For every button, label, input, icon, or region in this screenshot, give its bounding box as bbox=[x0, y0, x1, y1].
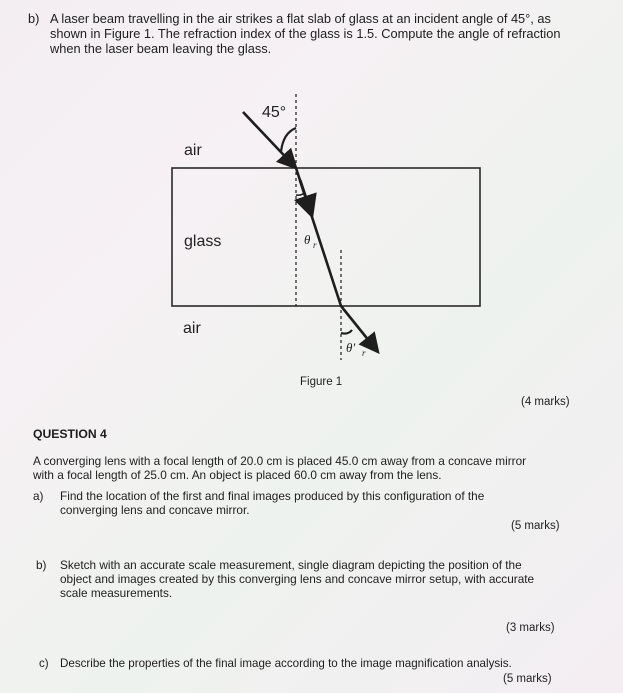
part-a-line-2: converging lens and concave mirror. bbox=[60, 503, 250, 517]
part-b-marks: (4 marks) bbox=[521, 396, 570, 408]
part-b-label: b) bbox=[28, 11, 40, 26]
part-a-marks: (5 marks) bbox=[511, 520, 560, 532]
theta-r-prime-subscript: r bbox=[362, 348, 366, 358]
part-b2-line-3: scale measurements. bbox=[60, 586, 173, 600]
glass-label: glass bbox=[184, 233, 222, 250]
theta-r-prime-label: θ' bbox=[346, 340, 356, 355]
part-c-marks: (5 marks) bbox=[503, 673, 552, 685]
part-a-line-1: Find the location of the first and final images produced by this configuration of the bbox=[60, 489, 485, 503]
question-4-intro-line-2: with a focal length of 25.0 cm. An object is placed 60.0 cm away from the lens. bbox=[33, 468, 442, 482]
part-b-line-2: shown in Figure 1. The refraction index of the glass is 1.5. Compute the angle of refraction bbox=[50, 26, 561, 41]
angle-45-label: 45° bbox=[262, 104, 287, 121]
part-c-line-1: Describe the properties of the final image according to the image magnification analysis. bbox=[60, 657, 512, 670]
incident-angle-arc bbox=[281, 128, 296, 152]
question-4-heading: QUESTION 4 bbox=[33, 427, 107, 441]
part-b2-label: b) bbox=[36, 558, 47, 572]
theta-r-subscript: r bbox=[313, 240, 317, 250]
theta-r-label: θ bbox=[304, 232, 311, 247]
figure-caption: Figure 1 bbox=[300, 376, 343, 388]
part-a-label: a) bbox=[33, 489, 44, 503]
question-4-intro-line-1: A converging lens with a focal length of 20.0 cm is placed 45.0 cm away from a concave mirror bbox=[33, 454, 527, 468]
part-c-label: c) bbox=[39, 657, 49, 670]
air-top-label: air bbox=[184, 142, 202, 159]
part-b2-line-2: object and images created by this converging lens and concave mirror setup, with accurate bbox=[60, 572, 535, 586]
part-b2-marks: (3 marks) bbox=[506, 622, 555, 634]
part-b-line-3: when the laser beam leaving the glass. bbox=[50, 41, 272, 56]
emergent-angle-arc bbox=[341, 330, 352, 334]
air-bottom-label: air bbox=[183, 320, 201, 337]
part-b2-line-1: Sketch with an accurate scale measurement, single diagram depicting the position of the bbox=[60, 558, 522, 572]
refracted-ray-arrow bbox=[300, 180, 312, 216]
part-b-line-1: A laser beam travelling in the air strikes a flat slab of glass at an incident angle of 45°, as bbox=[50, 11, 551, 26]
